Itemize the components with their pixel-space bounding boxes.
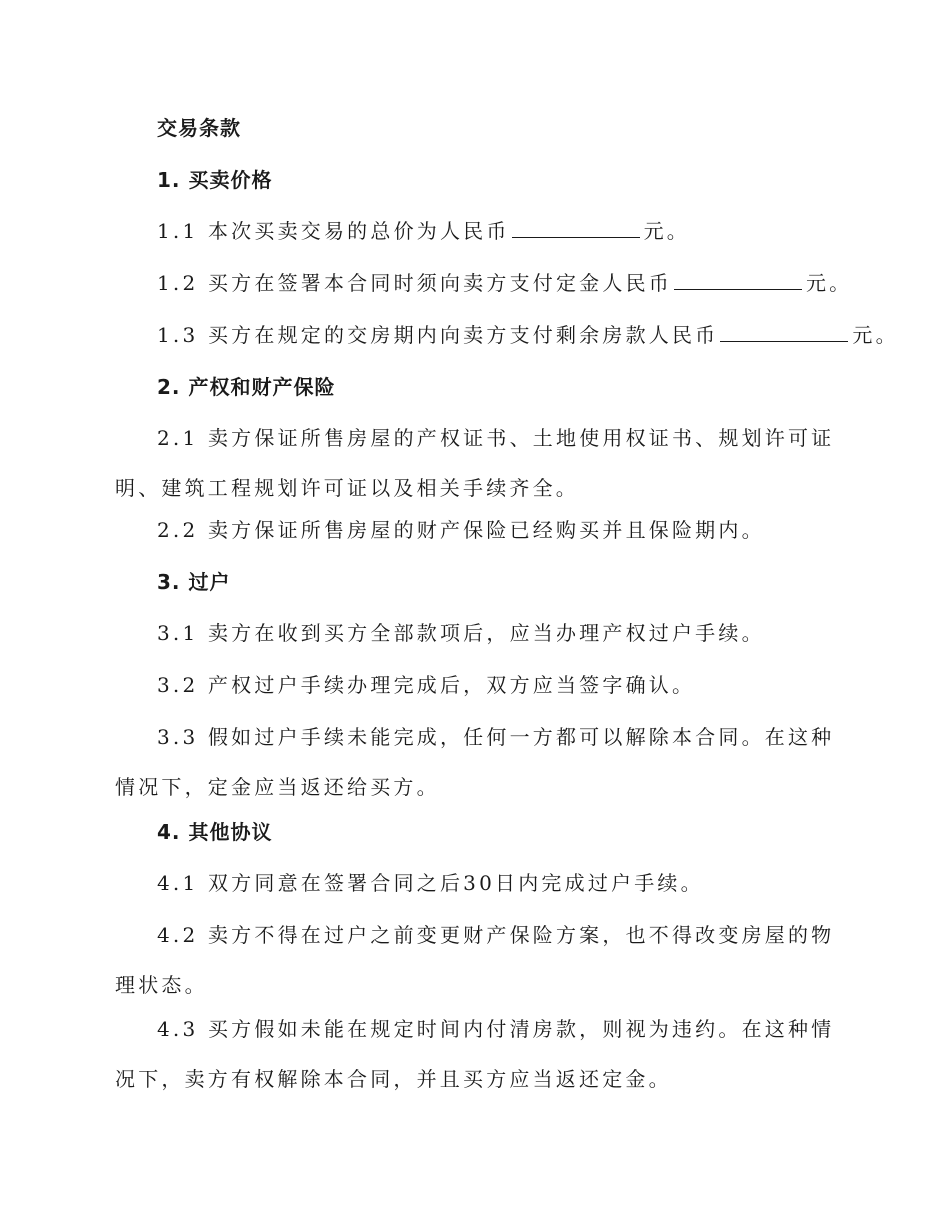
blank-line (512, 217, 640, 238)
clause-3-3: 3.3 假如过户手续未能完成，任何一方都可以解除本合同。在这种情况下，定金应当返还给买方。 (115, 725, 835, 799)
clause-2-1: 2.1 卖方保证所售房屋的产权证书、土地使用权证书、规划许可证明、建筑工程规划许可证以及相关手续齐全。 (115, 426, 835, 500)
clause-4-2: 4.2 卖方不得在过户之前变更财产保险方案，也不得改变房屋的物理状态。 (115, 923, 835, 997)
clause-text: 1.2 买方在签署本合同时须向卖方支付定金人民币 (157, 271, 672, 295)
section-heading-3: 3. 过户 (157, 570, 231, 594)
clause-1-1 (115, 206, 837, 256)
clause-3-2: 3.2 产权过户手续办理完成后，双方应当签字确认。 (157, 673, 696, 697)
clause-4-3: 4.3 买方假如未能在规定时间内付清房款，则视为违约。在这种情况下，卖方有权解除本合同，并且买方应当返还定金。 (115, 1017, 835, 1091)
clause-text: 元。 (852, 323, 899, 347)
section-heading-1: 1. 买卖价格 (157, 168, 273, 192)
clause-text: 1.3 买方在规定的交房期内向卖方支付剩余房款人民币 (157, 323, 719, 347)
section-heading-4: 4. 其他协议 (157, 820, 273, 844)
clause-4-1: 4.1 双方同意在签署合同之后30日内完成过户手续。 (157, 871, 704, 895)
clause-3-1: 3.1 卖方在收到买方全部款项后，应当办理产权过户手续。 (157, 621, 765, 645)
document-title: 交易条款 (157, 116, 241, 140)
blank-line (674, 269, 802, 290)
clause-text: 元。 (643, 219, 690, 243)
clause-2-2: 2.2 卖方保证所售房屋的财产保险已经购买并且保险期内。 (157, 518, 765, 542)
blank-line (720, 321, 848, 342)
clause-1-2 (115, 258, 853, 308)
section-heading-2: 2. 产权和财产保险 (157, 375, 336, 399)
clause-1-3 (115, 310, 899, 360)
clause-text: 元。 (805, 271, 853, 295)
clause-text: 1.1 本次买卖交易的总价为人民币 (157, 219, 510, 243)
